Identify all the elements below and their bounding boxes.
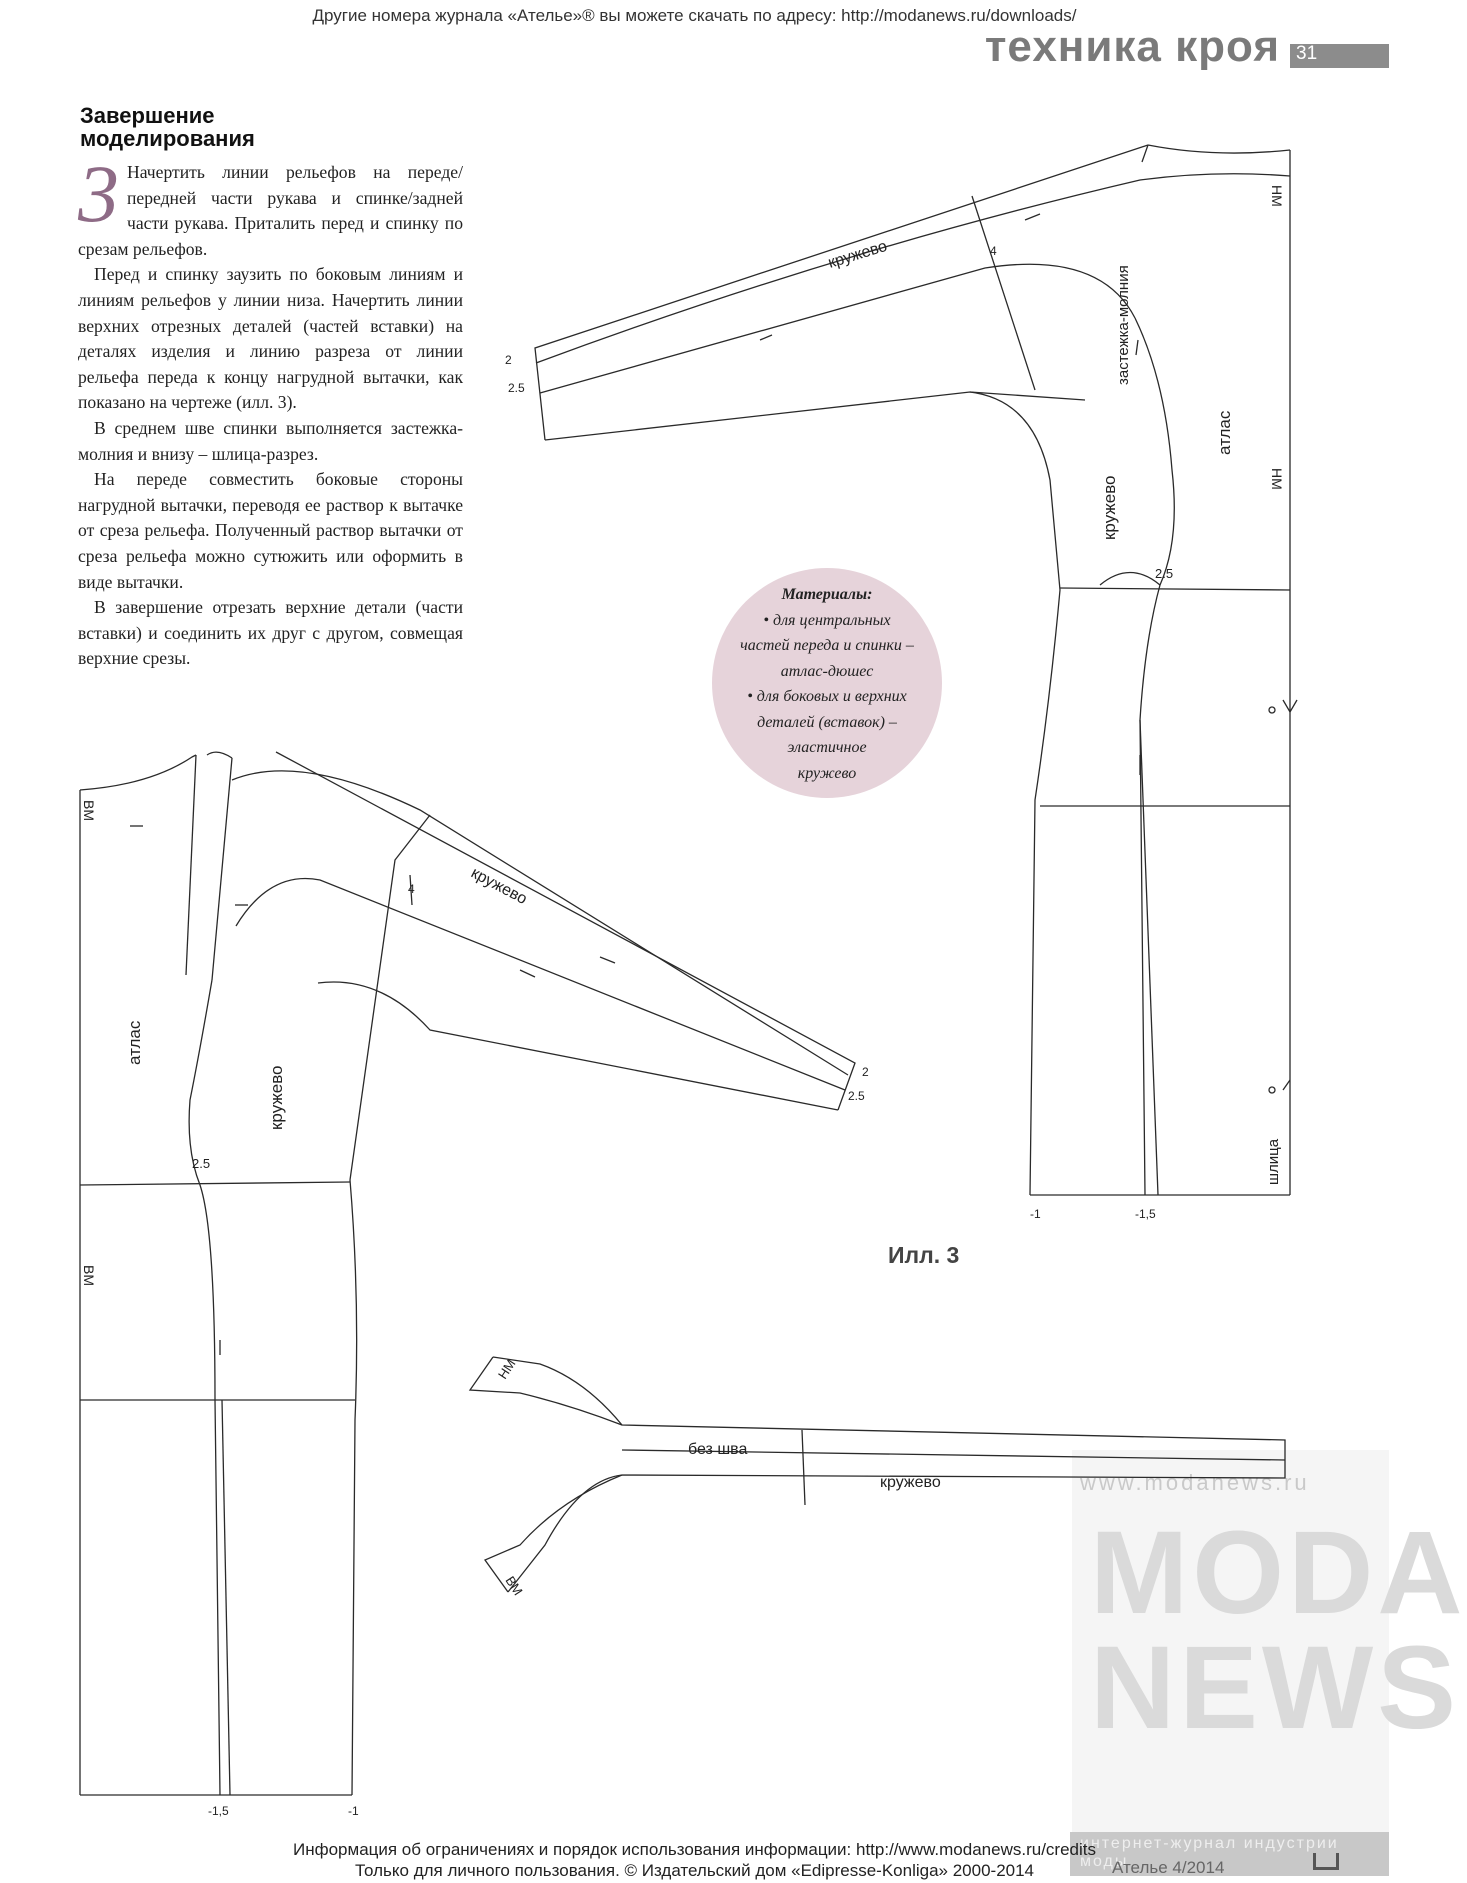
materials-title: Материалы:: [781, 586, 873, 603]
back-notch: [760, 335, 772, 340]
label-hm: НМ: [494, 1356, 519, 1382]
front-notch: [520, 970, 535, 977]
materials-line: деталей (вставок) –: [757, 713, 897, 731]
page-number: 31: [1296, 43, 1318, 64]
label-lace: кружево: [267, 1065, 286, 1130]
dim-2: 2: [862, 1065, 869, 1079]
yoke-divider: [802, 1430, 805, 1505]
materials-line: эластичное: [787, 739, 867, 756]
dim-2-5: 2.5: [508, 381, 525, 395]
label-lace: кружево: [826, 237, 890, 272]
materials-line: • для боковых и верхних: [747, 688, 907, 705]
issue-label: Ателье 4/2014: [1112, 1858, 1225, 1877]
back-marker: [1269, 707, 1275, 713]
back-lace-line-2: [540, 264, 1135, 393]
back-sleeve-top: [535, 145, 1148, 440]
back-draft: [535, 145, 1297, 1195]
front-draft: [80, 752, 855, 1795]
front-notch: [600, 957, 615, 963]
footer-copyright: Только для личного пользования. © Издательский дом «Edipresse-Konliga» 2000-2014: [354, 1861, 1035, 1880]
label-lace: кружево: [468, 864, 530, 909]
materials-line: атлас-дюшес: [780, 662, 874, 680]
back-marker: [1269, 1087, 1275, 1093]
label-vm: ВМ: [502, 1573, 526, 1598]
back-neckline: [1148, 145, 1290, 153]
dim-minus-1: -1: [1030, 1207, 1041, 1221]
label-lace: кружево: [880, 1474, 941, 1491]
front-princess-line: [189, 980, 220, 1795]
materials-line: кружево: [797, 764, 857, 782]
materials-line: частей переда и спинки –: [740, 637, 914, 654]
front-side-seam: [350, 1180, 357, 1795]
heading-line-1: Завершение: [80, 103, 215, 128]
paragraph-1: 3 Начертить линии рельефов на переде/передней части рукава и спинке/задней части рукава. Приталить перед и спинку по срезам рельефов.: [78, 148, 463, 259]
paragraph-2: Перед и спинку заузить по боковым линиям и линиям рельефов у линии низа. Начертить линии верхних отрезных деталей (частей вставки) на деталях изделия и линию разреза от линии рельефа переда к концу нагрудной вытачки, как показано на чертеже (илл. 3).: [78, 264, 463, 413]
dim-2-5: 2.5: [192, 1156, 211, 1171]
yoke-left-edge: [470, 1357, 622, 1425]
back-slit-mark: [1283, 1080, 1290, 1090]
dim-2: 2: [505, 353, 512, 367]
front-lace-line-1: [232, 771, 848, 1075]
draft-labels: [81, 185, 1285, 1818]
paragraph-4: На переде совместить боковые стороны нагрудной вытачки, переводя ее раствор к вытачке от среза рельефа. Полученный раствор вытачки от среза рельефа можно сутюжить или оформить в виде вытачки.: [78, 469, 463, 592]
watermark-moda: MODA: [1090, 1507, 1467, 1639]
watermark-url: www.modanews.ru: [1080, 1470, 1310, 1495]
figure-label: Илл. 3: [888, 1242, 960, 1268]
watermark-subline: интернет-журнал индустрии моды: [1080, 1835, 1339, 1870]
materials-line: • для центральных: [763, 611, 891, 629]
label-vm: ВМ: [81, 800, 97, 821]
heading-line-2: моделирования: [80, 126, 255, 151]
front-dart-top: [207, 752, 232, 758]
label-hm: НМ: [1269, 468, 1285, 490]
paragraph-3: В среднем шве спинки выполняется застежка-молния и внизу – шлица-разрез.: [78, 417, 463, 464]
dim-4: 4: [408, 882, 415, 896]
drop-cap: 3: [78, 148, 119, 239]
label-slit: шлица: [1265, 1138, 1282, 1185]
back-lace-line-1: [536, 174, 1290, 363]
back-shoulder-tip: [1142, 145, 1148, 162]
label-zipper: застежка-молния: [1115, 265, 1132, 385]
yoke-left-edge-lower: [485, 1475, 622, 1592]
front-sleeve-underarm: [318, 982, 838, 1110]
label-lace: кружево: [1100, 475, 1119, 540]
label-vm: ВМ: [81, 1265, 97, 1286]
dim-minus-1-5: -1,5: [1135, 1207, 1156, 1221]
back-princess-curve: [1100, 573, 1160, 586]
back-notch: [1025, 214, 1040, 220]
front-bust-line: [80, 1182, 350, 1185]
back-side-seam: [1030, 590, 1060, 1195]
dim-2-5: 2.5: [848, 1089, 865, 1103]
dim-minus-1-5: -1,5: [208, 1804, 229, 1818]
back-sleeve-guide: [972, 196, 1035, 390]
paragraph-5: В завершение отрезать верхние детали (части вставки) и соединить их друг с другом, совмещая верхние срезы.: [78, 597, 463, 669]
footer-credits: Информация об ограничениях и порядок использования информации: http://www.modanews.ru/credits: [293, 1840, 1096, 1859]
yoke-draft: [470, 1357, 1285, 1592]
section-title: техника кроя: [984, 22, 1280, 71]
label-satin: атлас: [125, 1020, 144, 1065]
label-no-seam: без шва: [688, 1441, 748, 1458]
back-sleeve-underarm: [545, 392, 1060, 590]
back-bust-line: [1060, 588, 1290, 590]
front-lace-line-2: [236, 878, 845, 1090]
front-dart-leg: [186, 755, 196, 975]
back-notch: [1136, 340, 1138, 355]
top-download-note: Другие номера журнала «Ателье»® вы можете скачать по адресу: http://modanews.ru/downloads/: [312, 6, 1077, 25]
dim-minus-1: -1: [348, 1804, 359, 1818]
front-dart-line: [222, 1400, 230, 1795]
label-satin: атлас: [1215, 410, 1234, 455]
front-neckline: [80, 755, 196, 790]
front-dart-leg: [212, 758, 232, 980]
dim-4: 4: [990, 244, 997, 258]
dim-2-5: 2.5: [1155, 566, 1174, 581]
watermark-news: NEWS: [1090, 1622, 1460, 1754]
label-hm: НМ: [1269, 185, 1285, 207]
